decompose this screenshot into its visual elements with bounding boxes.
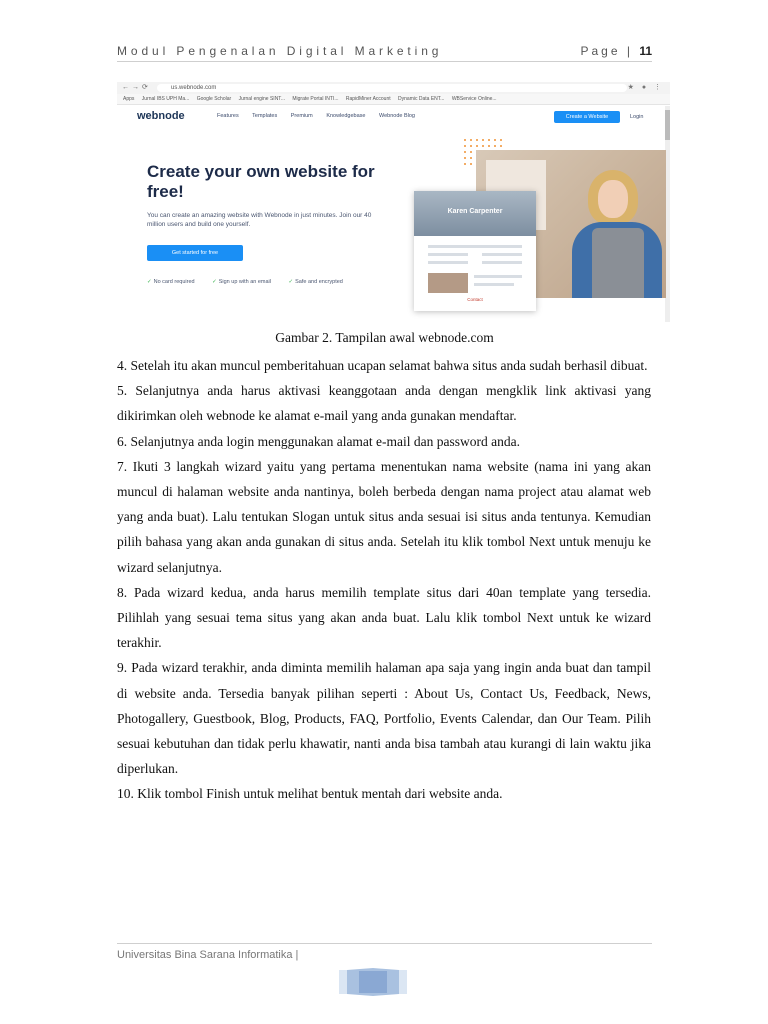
check-item — [289, 279, 351, 285]
paragraph: 6. Selanjutnya anda login menggunakan alamat e-mail dan password anda. — [117, 433, 521, 449]
page-label: Page | — [580, 44, 633, 58]
page-number: 11 — [639, 44, 652, 58]
check-icon: ✓ — [288, 279, 294, 285]
nav-link: Features — [217, 113, 239, 119]
paragraph: 7. Ikuti 3 langkah wizard yaitu yang pertama menentukan nama website (nama ini yang akan muncul di halaman website anda nantinya, boleh berbeda dengan nama project atau alamat web yang anda buat). Lalu tentukan Slogan untuk situs anda sesuai isi situs anda tentunya. Kemudian pilih bahasa yang akan anda gunakan di situs anda. Setelah itu klik tombol Next untuk menuju ke wizard selanjutnya. — [117, 458, 651, 575]
check-icon: ✓ — [147, 279, 152, 285]
bookmarks-bar — [117, 94, 670, 105]
hero-heading: Create your own website for free! — [147, 162, 375, 201]
check-item — [212, 279, 279, 285]
mockup-line — [428, 253, 468, 256]
bookmark-item: WBService Online... — [451, 96, 497, 102]
nav-link: Premium — [290, 113, 313, 119]
mockup-line — [482, 261, 522, 264]
check-item — [147, 279, 203, 285]
create-website-button: Create a Website — [554, 111, 620, 123]
hero-text: You can create an amazing website with Webnode in just minutes. Join our 40 million users and build one yourself. — [147, 212, 372, 228]
template-mockup — [414, 191, 536, 311]
bookmark-item: Jurnal IBS UPH Ma... — [141, 96, 190, 102]
bookmark-item: Jurnal engine SINT... — [238, 96, 285, 102]
webnode-logo: webnode — [137, 110, 185, 122]
mockup-line — [482, 253, 522, 256]
nav-link: Templates — [252, 113, 278, 119]
bookmark-item: Migrate Portal INTI... — [292, 96, 339, 102]
check-label: Safe and encrypted — [295, 279, 343, 285]
module-title: Modul Pengenalan Digital Marketing — [117, 44, 443, 58]
browser-nav-icons: ←→⟳ — [122, 84, 151, 91]
mockup-line — [474, 283, 514, 286]
check-icon: ✓ — [212, 279, 217, 285]
browser-toolbar — [117, 82, 670, 94]
paragraph: 9. Pada wizard terakhir, anda diminta memilih halaman apa saja yang ingin anda buat dan tampil di website anda. Tersedia banyak pilihan seperti : About Us, Contact Us, Feedback, News, Photogallery, Guestbook, Blog, Products, FAQ, Portfolio, Events Calendar, dan Our Team. Pilih sesuai kebutuhan dan tidak perlu khawatir, nanti anda bisa tambah atau kurangi di lain waktu jika diperlukan. — [117, 660, 651, 777]
footer-text: Universitas Bina Sarana Informatika | — [117, 949, 299, 961]
footer-logo — [339, 968, 407, 996]
bookmark-item: RapidMiner Account — [345, 96, 391, 102]
paragraph: 5. Selanjutnya anda harus aktivasi keanggotaan anda dengan mengklik link aktivasi yang dikirimkan oleh webnode ke alamat e-mail yang anda gunakan mendaftar. — [117, 383, 651, 424]
site-navbar — [117, 106, 670, 126]
nav-link: Knowledgebase — [326, 113, 366, 119]
nav-link: Webnode Blog — [379, 113, 415, 119]
paragraph: 10. Klik tombol Finish untuk melihat bentuk mentah dari website anda. — [117, 786, 503, 802]
hero-checks — [147, 279, 359, 285]
site-nav-links — [217, 113, 427, 119]
webnode-screenshot — [117, 82, 670, 322]
mockup-line — [428, 245, 522, 248]
figure-caption: Gambar 2. Tampilan awal webnode.com — [275, 330, 494, 345]
mockup-image — [428, 273, 468, 293]
browser-address-bar: us.webnode.com — [157, 84, 627, 92]
mockup-line — [428, 261, 468, 264]
photo-person-face — [598, 180, 628, 218]
get-started-button: Get started for free — [147, 245, 243, 261]
bookmark-item: Dynamic Data ENT... — [398, 96, 445, 102]
browser-extension-icons: ★ ● ⋮ — [627, 84, 664, 91]
scrollbar-thumb — [665, 110, 670, 140]
bookmark-item: Google Scholar — [196, 96, 232, 102]
check-label: No card required — [153, 279, 195, 285]
login-link: Login — [630, 114, 644, 120]
page-header — [117, 43, 652, 62]
bookmark-item: Apps — [123, 96, 135, 102]
mockup-line — [474, 275, 522, 278]
paragraph: 4. Setelah itu akan muncul pemberitahuan ucapan selamat bahwa situs anda sudah berhasil dibuat. — [117, 358, 648, 373]
photo-person-apron — [592, 228, 644, 298]
paragraph: 8. Pada wizard kedua, anda harus memilih template situs dari 40an template yang tersedia. Pilihlah yang sesuai tema situs yang akan anda buat. Lalu klik tombol Next untuk ke wizard terakhir. — [117, 584, 651, 651]
check-label: Sign up with an email — [218, 279, 271, 285]
mockup-name: Karen Carpenter — [447, 208, 503, 215]
page-indicator — [580, 44, 652, 58]
body-text — [117, 353, 651, 807]
page-footer — [117, 943, 652, 961]
mockup-contact: Contact — [467, 297, 483, 302]
